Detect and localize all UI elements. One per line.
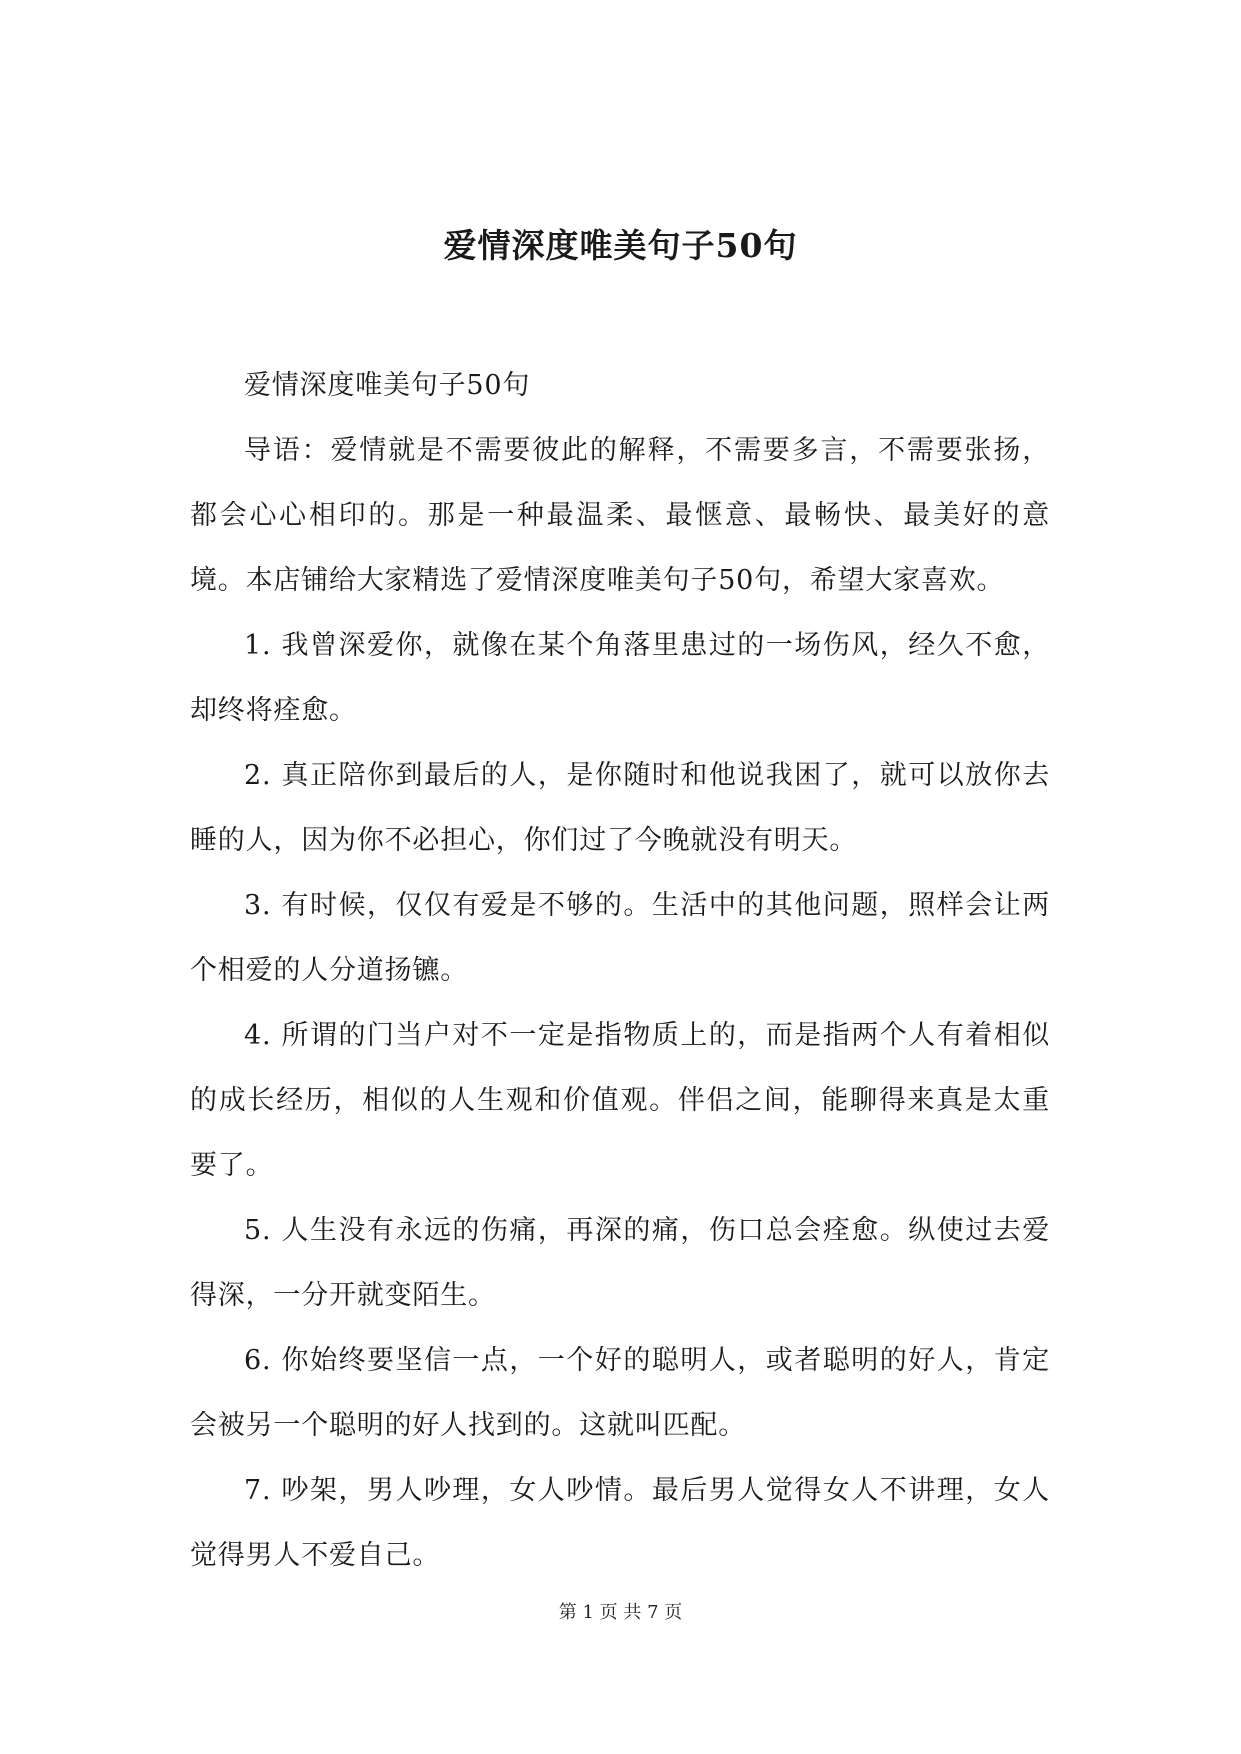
document-body (190, 353, 1050, 1588)
item-number: 3. (244, 890, 272, 921)
document-title: 爱情深度唯美句子50句 (443, 226, 798, 265)
item-number: 5. (244, 1215, 272, 1246)
subtitle-paragraph: 爱情深度唯美句子50句 (244, 370, 531, 401)
list-item (190, 743, 1050, 873)
item-text: 你始终要坚信一点，一个好的聪明人，或者聪明的好人，肯定会被另一个聪明的好人找到的。这就叫匹配。 (190, 1345, 1050, 1441)
list-item (190, 1328, 1050, 1458)
item-text: 所谓的门当户对不一定是指物质上的，而是指两个人有着相似的成长经历，相似的人生观和价值观。伴侣之间，能聊得来真是太重要了。 (190, 1020, 1050, 1181)
item-number: 7. (244, 1475, 272, 1506)
item-number: 1. (244, 630, 272, 661)
item-text: 我曾深爱你，就像在某个角落里患过的一场伤风，经久不愈，却终将痊愈。 (190, 630, 1050, 726)
item-text: 真正陪你到最后的人，是你随时和他说我困了，就可以放你去睡的人，因为你不必担心，你们过了今晚就没有明天。 (190, 760, 1050, 856)
page-number-footer: 第 1 页 共 7 页 (558, 1602, 683, 1623)
intro-paragraph: 导语：爱情就是不需要彼此的解释，不需要多言，不需要张扬，都会心心相印的。那是一种最温柔、最惬意、最畅快、最美好的意境。本店铺给大家精选了爱情深度唯美句子50句，希望大家喜欢。 (190, 435, 1050, 596)
item-text: 有时候，仅仅有爱是不够的。生活中的其他问题，照样会让两个相爱的人分道扬镳。 (190, 890, 1050, 986)
item-number: 4. (244, 1020, 272, 1051)
list-item (190, 873, 1050, 1003)
item-text: 人生没有永远的伤痛，再深的痛，伤口总会痊愈。纵使过去爱得深，一分开就变陌生。 (190, 1215, 1050, 1311)
item-number: 6. (244, 1345, 272, 1376)
item-text: 吵架，男人吵理，女人吵情。最后男人觉得女人不讲理，女人觉得男人不爱自己。 (190, 1475, 1050, 1571)
list-item (190, 613, 1050, 743)
list-item (190, 1198, 1050, 1328)
item-number: 2. (244, 760, 272, 791)
list-item (190, 1458, 1050, 1588)
list-item (190, 1003, 1050, 1198)
